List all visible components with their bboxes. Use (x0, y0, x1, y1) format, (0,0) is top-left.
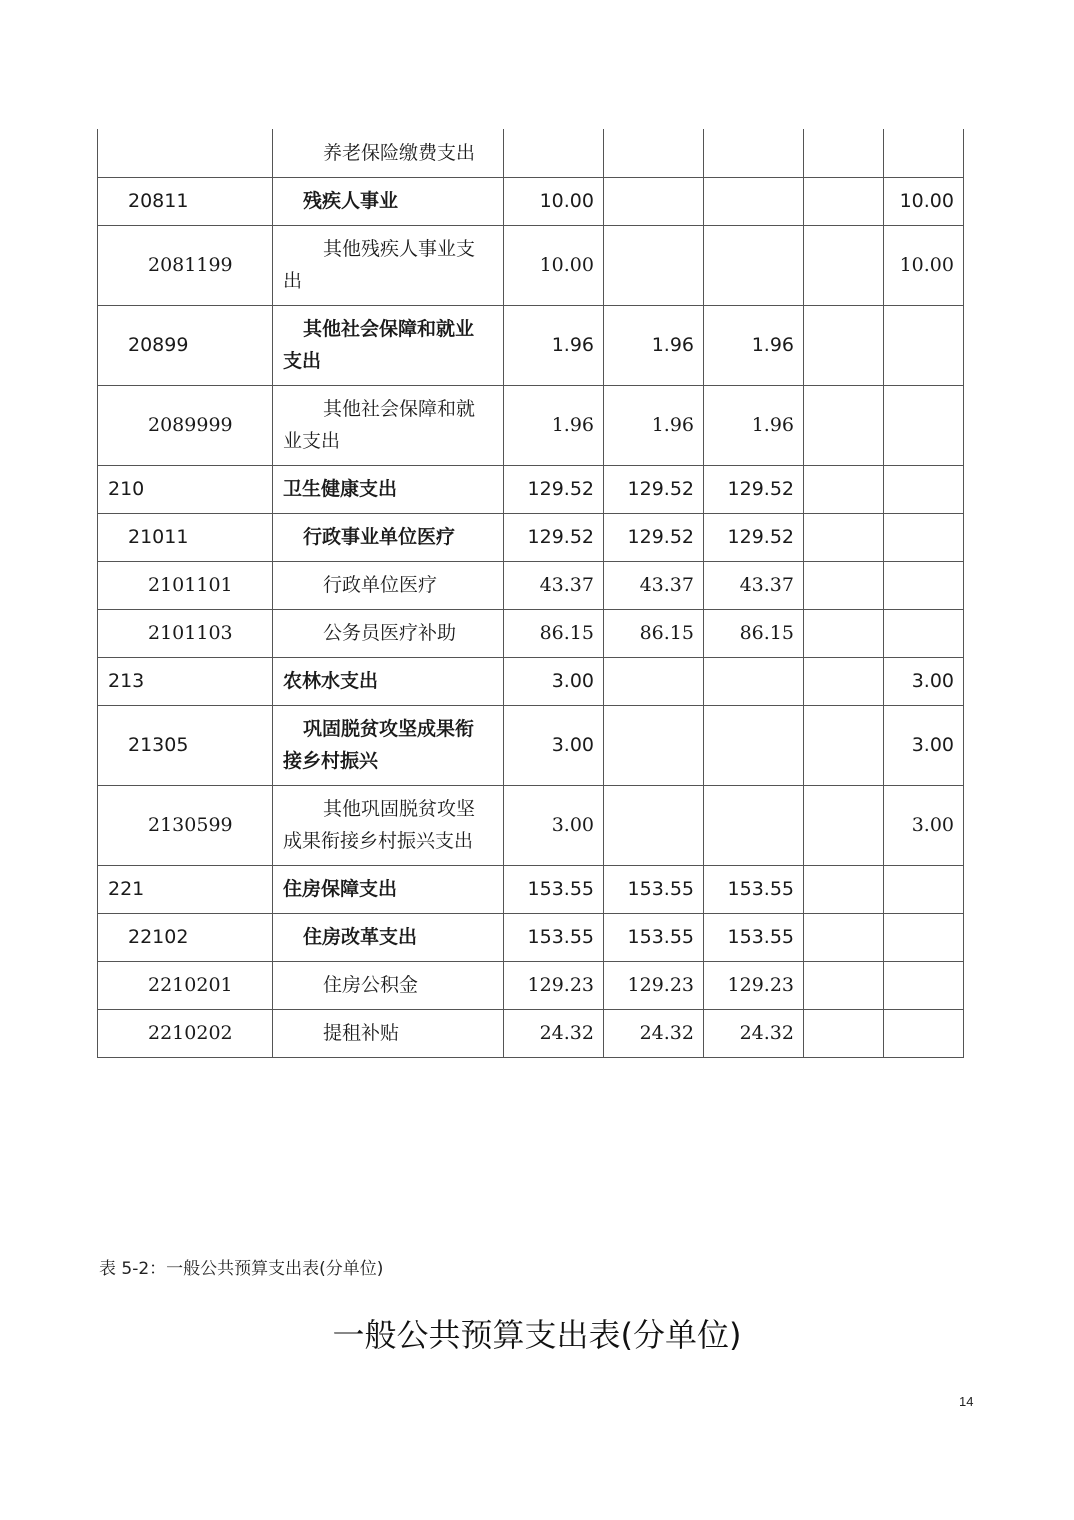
amount-cell-2 (604, 657, 704, 705)
table-row (98, 657, 964, 705)
total-cell: 129.23 (504, 961, 604, 1009)
subject-code-cell (98, 129, 273, 177)
subject-code-cell: 21011 (98, 513, 273, 561)
subject-name-cell-text: 行政事业单位医疗 (303, 526, 456, 548)
amount-cell-4 (804, 225, 884, 305)
subject-code-cell: 2210202 (98, 1009, 273, 1057)
amount-cell-2 (604, 785, 704, 865)
subject-name-cell-text: 残疾人事业 (303, 190, 399, 212)
total-cell: 153.55 (504, 913, 604, 961)
amount-cell-5 (884, 129, 964, 177)
amount-cell-3 (704, 129, 804, 177)
subject-code-cell: 2089999 (98, 385, 273, 465)
total-cell: 3.00 (504, 785, 604, 865)
table-row (98, 705, 964, 785)
amount-cell-5 (884, 865, 964, 913)
amount-cell-3: 1.96 (704, 385, 804, 465)
subject-code-cell: 221 (98, 865, 273, 913)
total-cell: 10.00 (504, 225, 604, 305)
subject-name-cell (273, 561, 504, 609)
total-cell: 1.96 (504, 385, 604, 465)
table-row (98, 385, 964, 465)
amount-cell-5 (884, 385, 964, 465)
amount-cell-3 (704, 225, 804, 305)
amount-cell-4 (804, 305, 884, 385)
subject-name-cell-text: 提租补贴 (323, 1022, 400, 1044)
amount-cell-3: 153.55 (704, 913, 804, 961)
subject-name-cell-text: 其他巩固脱贫攻坚成果衔接乡村振兴支出 (283, 798, 476, 852)
amount-cell-4 (804, 913, 884, 961)
amount-cell-3 (704, 785, 804, 865)
amount-cell-3: 129.52 (704, 465, 804, 513)
total-cell: 129.52 (504, 513, 604, 561)
subject-name-cell-text: 住房公积金 (323, 974, 419, 996)
amount-cell-2: 86.15 (604, 609, 704, 657)
amount-cell-2: 129.52 (604, 513, 704, 561)
amount-cell-5 (884, 513, 964, 561)
subject-code-cell: 2101101 (98, 561, 273, 609)
subject-name-cell-text: 其他残疾人事业支出 (283, 238, 476, 292)
total-cell: 86.15 (504, 609, 604, 657)
subject-code-cell: 2130599 (98, 785, 273, 865)
subject-name-cell (273, 385, 504, 465)
subject-name-cell (273, 705, 504, 785)
amount-cell-5: 3.00 (884, 705, 964, 785)
amount-cell-4 (804, 513, 884, 561)
amount-cell-3: 129.23 (704, 961, 804, 1009)
amount-cell-5 (884, 1009, 964, 1057)
table-row (98, 129, 964, 177)
table-body (98, 129, 964, 1057)
subject-name-cell (273, 913, 504, 961)
subject-name-cell-text: 住房保障支出 (283, 878, 398, 900)
subject-name-cell-text: 其他社会保障和就业支出 (283, 398, 476, 452)
amount-cell-5: 3.00 (884, 657, 964, 705)
total-cell: 1.96 (504, 305, 604, 385)
total-cell: 10.00 (504, 177, 604, 225)
total-cell: 129.52 (504, 465, 604, 513)
table-row (98, 225, 964, 305)
subject-code-cell: 2101103 (98, 609, 273, 657)
table-row (98, 305, 964, 385)
amount-cell-5 (884, 913, 964, 961)
amount-cell-5: 3.00 (884, 785, 964, 865)
amount-cell-2: 1.96 (604, 305, 704, 385)
amount-cell-4 (804, 961, 884, 1009)
subject-name-cell (273, 129, 504, 177)
amount-cell-2: 1.96 (604, 385, 704, 465)
subject-code-cell: 21305 (98, 705, 273, 785)
table-row (98, 961, 964, 1009)
budget-expenditure-table (97, 129, 964, 1058)
amount-cell-2: 43.37 (604, 561, 704, 609)
table-row (98, 561, 964, 609)
subject-code-cell: 20899 (98, 305, 273, 385)
subject-name-cell (273, 1009, 504, 1057)
subject-code-cell: 20811 (98, 177, 273, 225)
subject-name-cell-text: 行政单位医疗 (323, 574, 438, 596)
table-row (98, 1009, 964, 1057)
subject-code-cell: 2081199 (98, 225, 273, 305)
amount-cell-4 (804, 657, 884, 705)
subject-name-cell-text: 住房改革支出 (303, 926, 418, 948)
amount-cell-4 (804, 385, 884, 465)
amount-cell-2: 129.52 (604, 465, 704, 513)
subject-name-cell-text: 巩固脱贫攻坚成果衔接乡村振兴 (283, 718, 475, 772)
amount-cell-2: 153.55 (604, 865, 704, 913)
subject-name-cell (273, 785, 504, 865)
amount-cell-3: 153.55 (704, 865, 804, 913)
subject-name-cell (273, 225, 504, 305)
amount-cell-5 (884, 961, 964, 1009)
amount-cell-4 (804, 1009, 884, 1057)
subject-code-cell: 22102 (98, 913, 273, 961)
table-row (98, 513, 964, 561)
subject-name-cell (273, 305, 504, 385)
subject-name-cell (273, 961, 504, 1009)
amount-cell-3 (704, 705, 804, 785)
amount-cell-2 (604, 129, 704, 177)
amount-cell-2: 129.23 (604, 961, 704, 1009)
amount-cell-3 (704, 657, 804, 705)
table-row (98, 465, 964, 513)
total-cell (504, 129, 604, 177)
amount-cell-5: 10.00 (884, 225, 964, 305)
total-cell: 153.55 (504, 865, 604, 913)
table-row (98, 913, 964, 961)
amount-cell-2 (604, 177, 704, 225)
subject-name-cell (273, 177, 504, 225)
amount-cell-4 (804, 129, 884, 177)
amount-cell-4 (804, 561, 884, 609)
amount-cell-4 (804, 465, 884, 513)
amount-cell-2: 153.55 (604, 913, 704, 961)
subject-name-cell-text: 其他社会保障和就业支出 (283, 318, 475, 372)
amount-cell-2 (604, 705, 704, 785)
table-row (98, 609, 964, 657)
amount-cell-5 (884, 465, 964, 513)
subject-name-cell (273, 465, 504, 513)
amount-cell-3 (704, 177, 804, 225)
amount-cell-5 (884, 561, 964, 609)
amount-cell-4 (804, 705, 884, 785)
subject-code-cell: 213 (98, 657, 273, 705)
amount-cell-4 (804, 865, 884, 913)
subject-name-cell (273, 513, 504, 561)
amount-cell-3: 129.52 (704, 513, 804, 561)
total-cell: 24.32 (504, 1009, 604, 1057)
table-row (98, 865, 964, 913)
amount-cell-3: 86.15 (704, 609, 804, 657)
subject-name-cell (273, 865, 504, 913)
amount-cell-4 (804, 177, 884, 225)
subject-name-cell-text: 公务员医疗补助 (323, 622, 457, 644)
subject-name-cell (273, 657, 504, 705)
amount-cell-3: 1.96 (704, 305, 804, 385)
subject-name-cell-text: 卫生健康支出 (283, 478, 398, 500)
amount-cell-5: 10.00 (884, 177, 964, 225)
subject-code-cell: 210 (98, 465, 273, 513)
amount-cell-5 (884, 305, 964, 385)
table-row (98, 785, 964, 865)
amount-cell-5 (884, 609, 964, 657)
amount-cell-2: 24.32 (604, 1009, 704, 1057)
amount-cell-2 (604, 225, 704, 305)
amount-cell-4 (804, 609, 884, 657)
page-number: 14 (959, 1394, 974, 1409)
total-cell: 3.00 (504, 705, 604, 785)
amount-cell-3: 43.37 (704, 561, 804, 609)
amount-cell-4 (804, 785, 884, 865)
amount-cell-3: 24.32 (704, 1009, 804, 1057)
total-cell: 3.00 (504, 657, 604, 705)
table-caption: 表 5-2：一般公共预算支出表(分单位) (99, 1259, 384, 1279)
document-title: 一般公共预算支出表(分单位) (332, 1316, 742, 1354)
subject-name-cell-text: 养老保险缴费支出 (323, 141, 476, 164)
subject-code-cell: 2210201 (98, 961, 273, 1009)
subject-name-cell-text: 农林水支出 (283, 670, 379, 692)
total-cell: 43.37 (504, 561, 604, 609)
subject-name-cell (273, 609, 504, 657)
table-row (98, 177, 964, 225)
